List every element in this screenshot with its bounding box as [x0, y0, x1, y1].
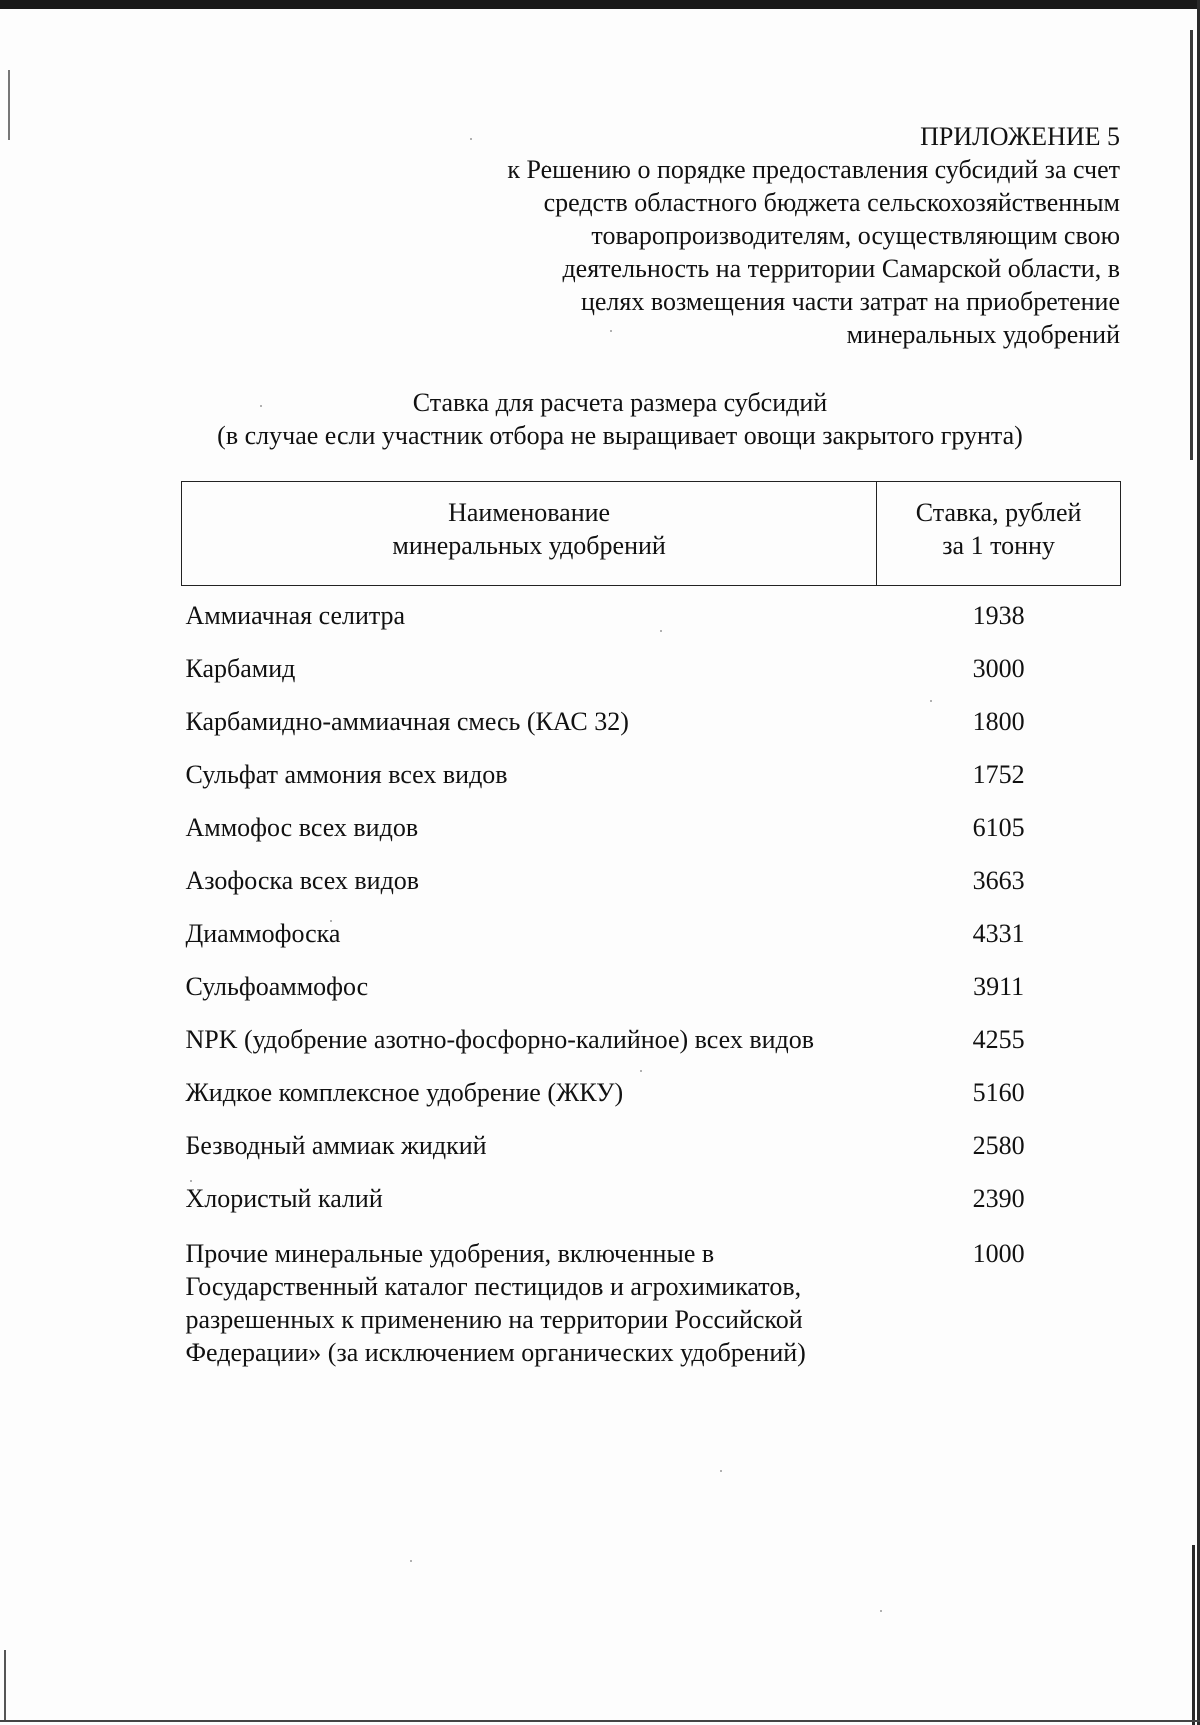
- table-row: [182, 917, 1121, 970]
- fertilizer-name: Карбамидно-аммиачная смесь (КАС 32): [185, 707, 629, 736]
- fertilizer-name-multiline: [182, 1235, 877, 1369]
- appendix-line: к Решению о порядке предоставления субсидий за счет: [507, 155, 1120, 184]
- table-row: [182, 586, 1121, 653]
- rate-value: 6105: [972, 813, 1025, 842]
- fertilizer-name: Диаммофоска: [185, 919, 341, 948]
- scan-bottom-line: [0, 1720, 1200, 1722]
- fertilizer-name: NPK (удобрение азотно-фосфорно-калийное) всех видов: [185, 1025, 815, 1054]
- fertilizer-name: Карбамид: [185, 654, 296, 683]
- appendix-line: целях возмещения части затрат на приобретение: [580, 287, 1120, 316]
- table-row: [182, 811, 1121, 864]
- appendix-title: ПРИЛОЖЕНИЕ 5: [920, 122, 1120, 151]
- fertilizer-name: Безводный аммиак жидкий: [185, 1131, 487, 1160]
- rate-value: 4331: [972, 919, 1025, 948]
- table-row: [182, 970, 1121, 1023]
- rate-value: 1800: [972, 707, 1025, 736]
- header-rate-cell: [877, 482, 1121, 586]
- rate-value: 3000: [972, 654, 1025, 683]
- table-row: [182, 652, 1121, 705]
- scan-speck: [410, 1560, 412, 1562]
- table-row: [182, 705, 1121, 758]
- rate-value: 3663: [972, 866, 1025, 895]
- header-name-line: минеральных удобрений: [392, 531, 666, 560]
- fertilizer-name-line: Федерации» (за исключением органических удобрений): [185, 1338, 806, 1367]
- scan-left-mark-bottom: [4, 1650, 6, 1720]
- header-name-cell: [182, 482, 877, 586]
- fertilizer-name: Сульфат аммония всех видов: [185, 760, 508, 789]
- rate-value: 2390: [972, 1184, 1025, 1213]
- scan-right-mark: [1190, 30, 1193, 460]
- fertilizer-name: Жидкое комплексное удобрение (ЖКУ): [185, 1078, 624, 1107]
- table-row: [182, 1182, 1121, 1235]
- header-rate-line: за 1 тонну: [942, 531, 1055, 560]
- fertilizer-name-line: разрешенных к применению на территории Российской: [185, 1305, 803, 1334]
- document-heading: [140, 386, 1100, 452]
- appendix-line: товаропроизводителям, осуществляющим свою: [591, 221, 1120, 250]
- fertilizer-rates-table: [181, 481, 1121, 1369]
- table-row: [182, 1129, 1121, 1182]
- fertilizer-name: Азофоска всех видов: [185, 866, 420, 895]
- table-header-row: [182, 482, 1121, 586]
- appendix-line: минеральных удобрений: [846, 320, 1120, 349]
- rate-value: 4255: [972, 1025, 1025, 1054]
- fertilizer-name-line: Государственный каталог пестицидов и агрохимикатов,: [185, 1272, 802, 1301]
- scan-top-border: [0, 0, 1200, 9]
- table-row: [182, 1076, 1121, 1129]
- fertilizer-name: Хлористый калий: [185, 1184, 383, 1213]
- table-row: [182, 1023, 1121, 1076]
- appendix-line: деятельность на территории Самарской области, в: [562, 254, 1120, 283]
- header-rate-line: Ставка, рублей: [915, 498, 1082, 527]
- rate-value: 1752: [972, 760, 1025, 789]
- rate-value: 1000: [972, 1239, 1025, 1268]
- table-row-other-fertilizers: [182, 1235, 1121, 1369]
- rate-value: 2580: [972, 1131, 1025, 1160]
- rate-value: 5160: [972, 1078, 1025, 1107]
- fertilizer-name: Аммофос всех видов: [185, 813, 419, 842]
- appendix-line: средств областного бюджета сельскохозяйственным: [543, 188, 1120, 217]
- heading-subline: (в случае если участник отбора не выращивает овощи закрытого грунта): [217, 421, 1023, 450]
- fertilizer-name: Аммиачная селитра: [185, 601, 406, 630]
- header-name-line: Наименование: [448, 498, 611, 527]
- appendix-reference: [380, 120, 1120, 351]
- table-row: [182, 864, 1121, 917]
- heading-line: Ставка для расчета размера субсидий: [412, 388, 828, 417]
- scan-right-mark-bottom: [1192, 1545, 1195, 1725]
- table-row: [182, 758, 1121, 811]
- rate-value: 3911: [973, 972, 1025, 1001]
- fertilizer-name: Сульфоаммофос: [185, 972, 369, 1001]
- scan-speck: [720, 1470, 722, 1472]
- scan-speck: [880, 1610, 882, 1612]
- fertilizer-name-line: Прочие минеральные удобрения, включенные в: [185, 1239, 715, 1268]
- rate-value: 1938: [972, 601, 1025, 630]
- scan-left-mark: [8, 70, 10, 140]
